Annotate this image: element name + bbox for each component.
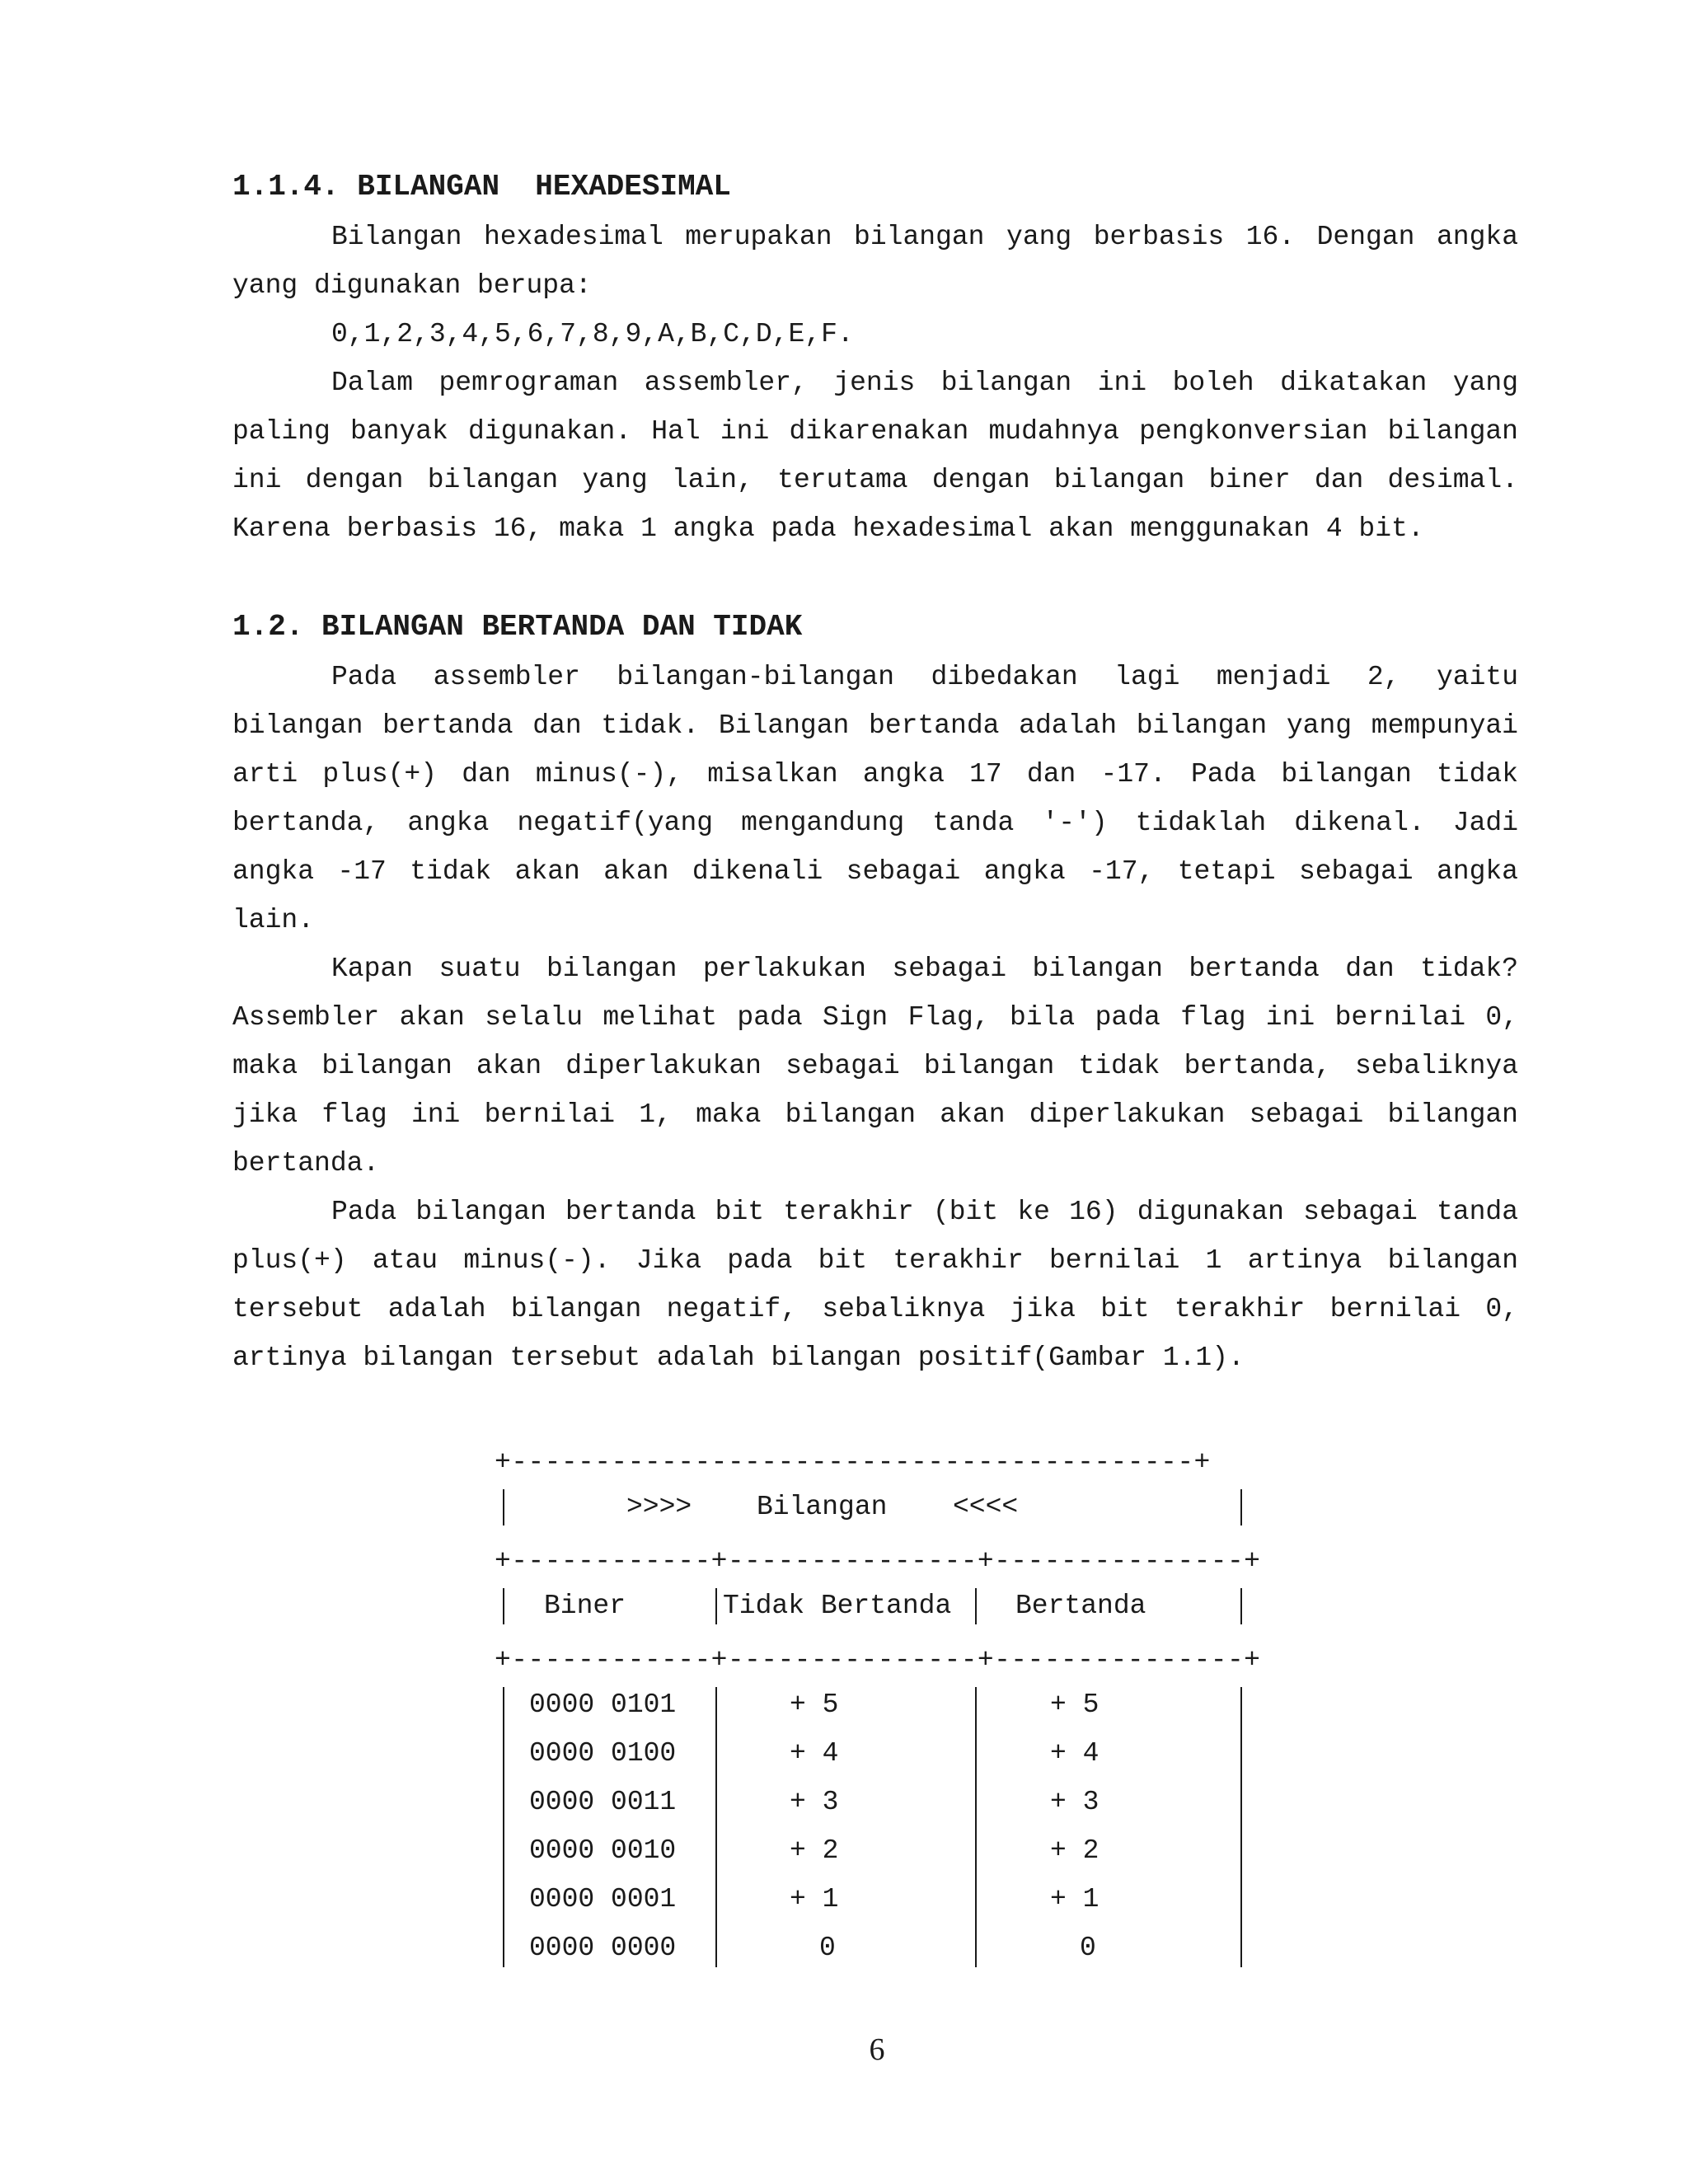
table-title: Bilangan bbox=[757, 1492, 888, 1522]
text-line: artinya bilangan tersebut adalah bilangan positif(Gambar 1.1). bbox=[232, 1343, 1245, 1373]
table-vbar bbox=[715, 1687, 717, 1967]
text-line: plus(+) atau minus(-). Jika pada bit terakhir bernilai 1 artinya bilangan bbox=[232, 1245, 1518, 1276]
table-cell-tidak-bertanda: + 2 bbox=[790, 1835, 839, 1866]
table-vbar bbox=[975, 1588, 977, 1624]
text-line: Karena berbasis 16, maka 1 angka pada hexadesimal akan menggunakan 4 bit. bbox=[232, 513, 1424, 544]
text-line: yang digunakan berupa: bbox=[232, 270, 592, 301]
digit-list: 0,1,2,3,4,5,6,7,8,9,A,B,C,D,E,F. bbox=[331, 319, 854, 349]
table-cell-tidak-bertanda: + 3 bbox=[790, 1787, 839, 1817]
page-number: 6 bbox=[869, 2032, 885, 2067]
text-line: bertanda, angka negatif(yang mengandung tanda '-') tidaklah dikenal. Jadi bbox=[232, 808, 1518, 838]
text-line: angka -17 tidak akan akan dikenali sebagai angka -17, tetapi sebagai angka bbox=[232, 856, 1518, 887]
table-cell-biner: 0000 0011 bbox=[529, 1787, 677, 1817]
header-tidak-bertanda: Tidak Bertanda bbox=[723, 1591, 952, 1621]
table-cell-bertanda: 0 bbox=[1080, 1933, 1096, 1963]
title-left-arrows: >>>> bbox=[626, 1492, 692, 1522]
table-cell-bertanda: + 3 bbox=[1050, 1787, 1100, 1817]
text-line: maka bilangan akan diperlakukan sebagai bilangan tidak bertanda, sebaliknya bbox=[232, 1051, 1518, 1081]
text-line: Pada bilangan bertanda bit terakhir (bit ke 16) digunakan sebagai tanda bbox=[331, 1197, 1518, 1227]
table-vbar bbox=[1240, 1588, 1242, 1624]
table-vbar bbox=[503, 1489, 504, 1526]
text-line: Kapan suatu bilangan perlakukan sebagai bilangan bertanda dan tidak? bbox=[331, 954, 1518, 984]
table-cell-bertanda: + 1 bbox=[1050, 1884, 1100, 1915]
section-heading-hexadesimal: 1.1.4. BILANGAN HEXADESIMAL bbox=[232, 170, 731, 204]
text-line: jika flag ini bernilai 1, maka bilangan akan diperlakukan sebagai bilangan bbox=[232, 1099, 1518, 1130]
table-cell-bertanda: + 5 bbox=[1050, 1690, 1100, 1720]
text-line: ini dengan bilangan yang lain, terutama dengan bilangan biner dan desimal. bbox=[232, 465, 1518, 495]
table-cell-biner: 0000 0010 bbox=[529, 1835, 677, 1866]
text-line: Dalam pemrograman assembler, jenis bilangan ini boleh dikatakan yang bbox=[331, 368, 1518, 398]
table-cell-bertanda: + 2 bbox=[1050, 1835, 1100, 1866]
text-line: Assembler akan selalu melihat pada Sign Flag, bila pada flag ini bernilai 0, bbox=[232, 1002, 1518, 1033]
title-right-arrows: <<<< bbox=[953, 1492, 1019, 1522]
text-line: Pada assembler bilangan-bilangan dibedakan lagi menjadi 2, yaitu bbox=[331, 662, 1518, 692]
text-line: lain. bbox=[232, 905, 315, 935]
table-border-top: +-----------------------------------------+ bbox=[495, 1447, 1211, 1478]
table-vbar bbox=[715, 1588, 717, 1624]
header-biner: Biner bbox=[544, 1591, 626, 1621]
text-line: bilangan bertanda dan tidak. Bilangan bertanda adalah bilangan yang mempunyai bbox=[232, 710, 1518, 741]
text-line: paling banyak digunakan. Hal ini dikarenakan mudahnya pengkonversian bilangan bbox=[232, 416, 1518, 447]
table-cell-biner: 0000 0100 bbox=[529, 1738, 677, 1769]
table-vbar bbox=[503, 1588, 504, 1624]
table-cell-tidak-bertanda: + 1 bbox=[790, 1884, 839, 1915]
table-cell-bertanda: + 4 bbox=[1050, 1738, 1100, 1769]
table-vbar bbox=[1240, 1489, 1242, 1526]
text-line: bertanda. bbox=[232, 1148, 380, 1179]
text-line: tersebut adalah bilangan negatif, sebaliknya jika bit terakhir bernilai 0, bbox=[232, 1294, 1518, 1324]
table-cell-biner: 0000 0101 bbox=[529, 1690, 677, 1720]
text-line: Bilangan hexadesimal merupakan bilangan yang berbasis 16. Dengan angka bbox=[331, 222, 1518, 252]
section-heading-bertanda: 1.2. BILANGAN BERTANDA DAN TIDAK bbox=[232, 610, 803, 644]
header-bertanda: Bertanda bbox=[1015, 1591, 1146, 1621]
text-line: arti plus(+) dan minus(-), misalkan angka 17 dan -17. Pada bilangan tidak bbox=[232, 759, 1518, 790]
figure-table bbox=[495, 1446, 1261, 2007]
table-vbar bbox=[975, 1687, 977, 1967]
table-border-mid: +------------+---------------+---------------+ bbox=[495, 1546, 1261, 1577]
table-cell-biner: 0000 0001 bbox=[529, 1884, 677, 1915]
table-cell-tidak-bertanda: 0 bbox=[819, 1933, 836, 1963]
table-cell-tidak-bertanda: + 4 bbox=[790, 1738, 839, 1769]
table-cell-biner: 0000 0000 bbox=[529, 1933, 677, 1963]
table-vbar bbox=[1240, 1687, 1242, 1967]
table-cell-tidak-bertanda: + 5 bbox=[790, 1690, 839, 1720]
table-border-mid: +------------+---------------+---------------+ bbox=[495, 1645, 1261, 1675]
table-vbar bbox=[503, 1687, 504, 1967]
